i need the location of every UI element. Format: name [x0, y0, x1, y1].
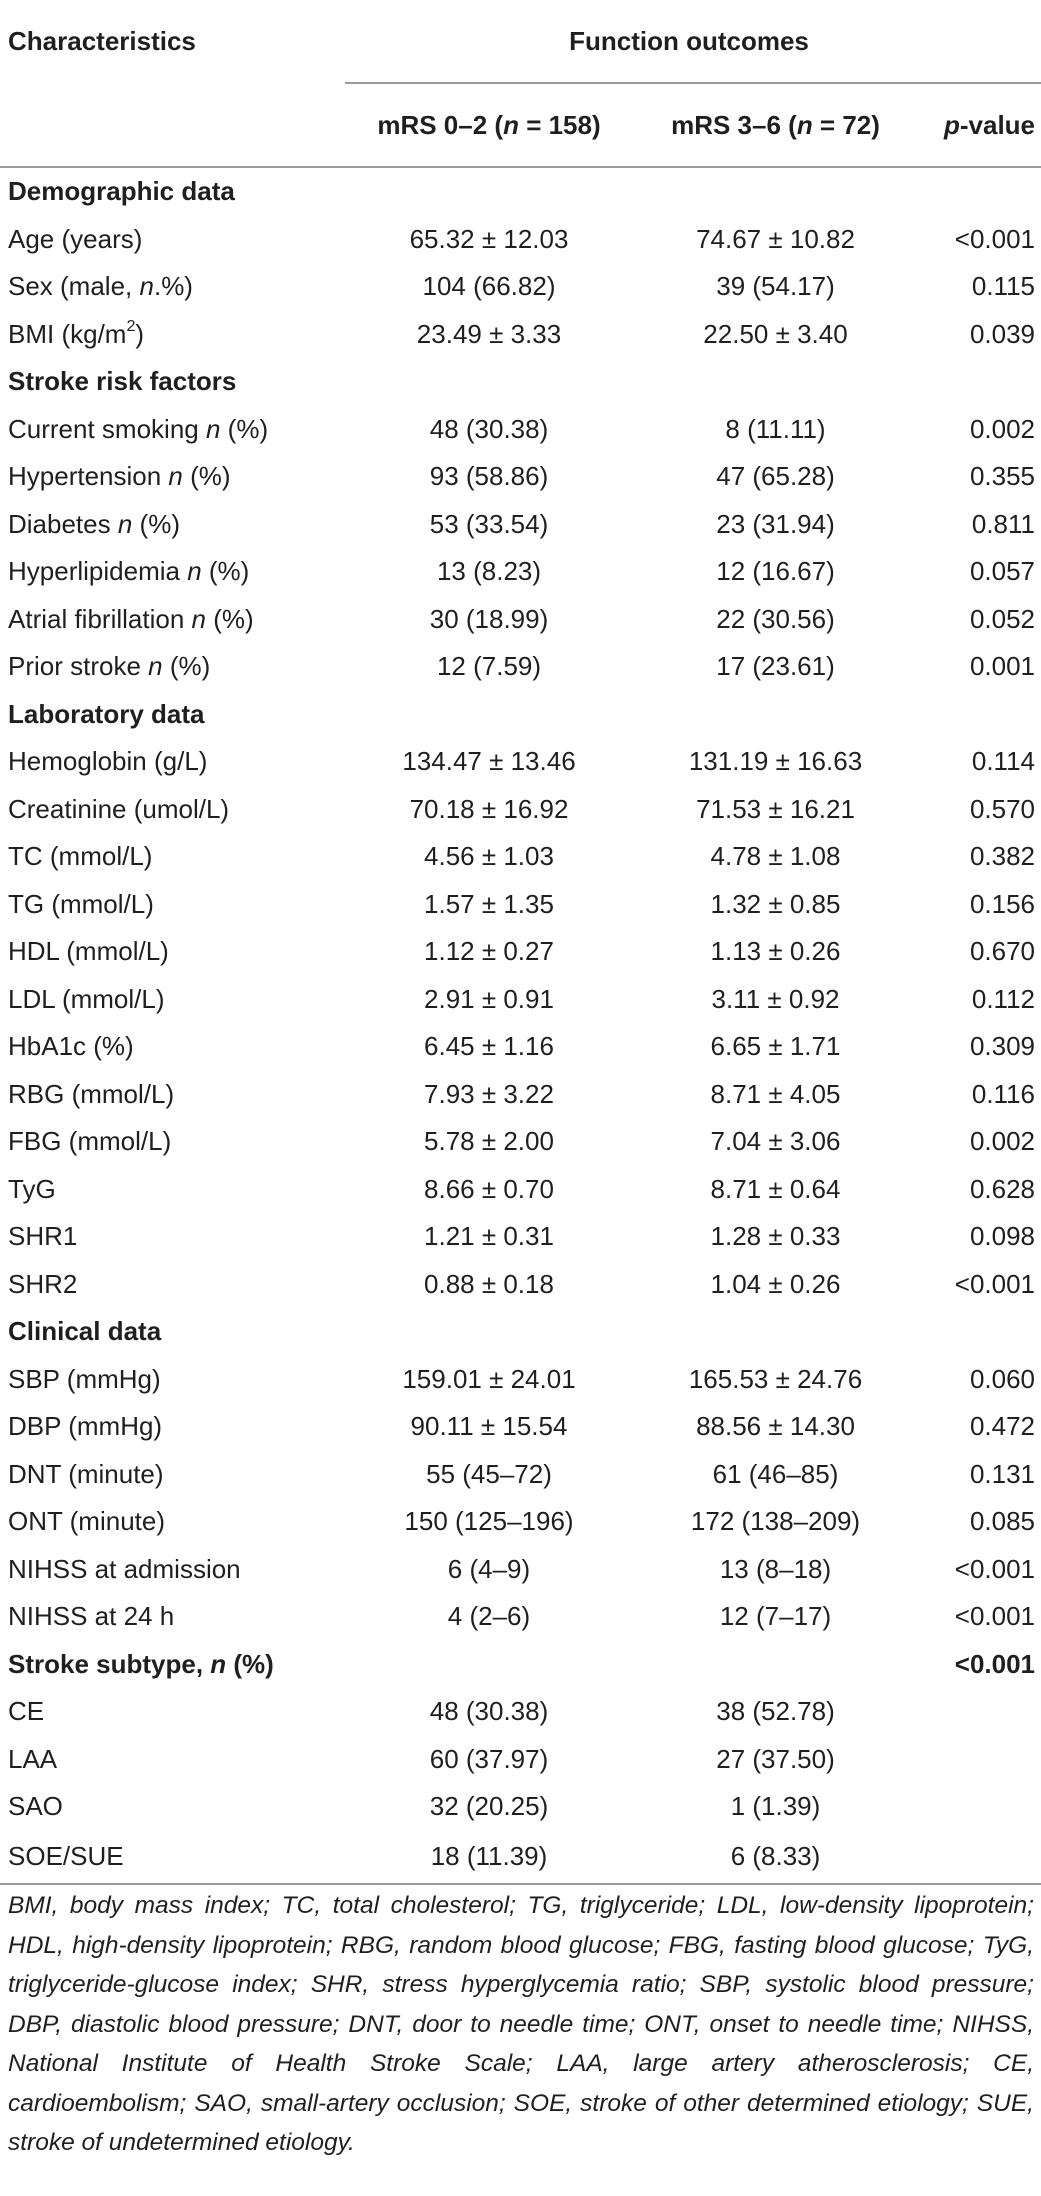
- cell-mrs-poor: 61 (46–85): [712, 1458, 839, 1489]
- cell-p-value: 0.115: [971, 271, 1036, 302]
- cell-p-value: [918, 1831, 1041, 1884]
- table-row: [0, 976, 1041, 1024]
- cell-mrs-poor: 74.67 ± 10.82: [696, 223, 855, 254]
- header-mrs-good: mRS 0–2 (n = 158): [345, 83, 633, 167]
- table-row: [0, 311, 1041, 359]
- cell-mrs-poor: 165.53 ± 24.76: [688, 1363, 863, 1394]
- table-row: [0, 501, 1041, 549]
- header-characteristics: Characteristics: [8, 26, 196, 56]
- cell-p-value: 0.156: [969, 888, 1036, 919]
- cell-mrs-good: 65.32 ± 12.03: [409, 223, 569, 254]
- table-row: [0, 1166, 1041, 1214]
- cell-p-value: 0.002: [969, 1126, 1036, 1157]
- cell-p-value: [918, 1736, 1041, 1784]
- table-row: [0, 928, 1041, 976]
- table-row: [0, 1023, 1041, 1071]
- row-label: NIHSS at admission: [8, 1553, 241, 1584]
- table-row: [0, 1498, 1041, 1546]
- row-label: Hyperlipidemia n (%): [8, 556, 250, 587]
- section-title: Stroke subtype, n (%): [8, 1648, 274, 1679]
- cell-mrs-good: 18 (11.39): [345, 1831, 633, 1884]
- table-row: [0, 786, 1041, 834]
- cell-p-value: 0.085: [969, 1506, 1036, 1537]
- table-row: [0, 1071, 1041, 1119]
- section-title: Demographic data: [8, 176, 235, 207]
- cell-mrs-poor: 23 (31.94): [716, 508, 835, 539]
- cell-p-value: <0.001: [954, 1553, 1036, 1584]
- cell-mrs-poor: 6 (8.33): [633, 1831, 918, 1884]
- row-label: Atrial fibrillation n (%): [8, 603, 254, 634]
- row-label: Current smoking n (%): [8, 413, 269, 444]
- cell-mrs-good: 8.66 ± 0.70: [424, 1173, 554, 1204]
- cell-mrs-poor: 22 (30.56): [716, 603, 835, 634]
- cell-p-value: 0.052: [969, 603, 1036, 634]
- cell-p-value: [918, 1688, 1041, 1736]
- header-p-value: p-value: [918, 83, 1041, 167]
- cell-mrs-good: 6.45 ± 1.16: [424, 1031, 554, 1062]
- cell-mrs-poor: 8.71 ± 4.05: [710, 1078, 841, 1109]
- row-label: NIHSS at 24 h: [8, 1601, 175, 1632]
- cell-p-value: 0.057: [969, 556, 1036, 587]
- cell-mrs-good: 70.18 ± 16.92: [409, 793, 569, 824]
- cell-mrs-poor: 131.19 ± 16.63: [688, 746, 863, 777]
- cell-mrs-good: 0.88 ± 0.18: [424, 1268, 554, 1299]
- cell-mrs-good: 7.93 ± 3.22: [424, 1078, 554, 1109]
- cell-mrs-poor: 39 (54.17): [716, 271, 835, 302]
- row-label: CE: [8, 1696, 45, 1727]
- cell-mrs-poor: 4.78 ± 1.08: [710, 841, 841, 872]
- cell-mrs-poor: 47 (65.28): [716, 461, 835, 492]
- table-row: [0, 596, 1041, 644]
- table-row: [0, 1688, 1041, 1736]
- cell-p-value: 0.382: [969, 841, 1036, 872]
- cell-p-value: <0.001: [954, 223, 1036, 254]
- cell-mrs-poor: 1.32 ± 0.85: [710, 888, 841, 919]
- section-header: [0, 358, 1041, 406]
- cell-mrs-poor: 172 (138–209): [690, 1506, 861, 1537]
- cell-p-value: 0.131: [969, 1458, 1036, 1489]
- row-label: Diabetes n (%): [8, 508, 180, 539]
- table-row: [0, 1451, 1041, 1499]
- cell-mrs-poor: 6.65 ± 1.71: [710, 1031, 841, 1062]
- cell-mrs-poor: 88.56 ± 14.30: [696, 1411, 855, 1442]
- cell-mrs-good: 48 (30.38): [429, 1696, 549, 1727]
- cell-mrs-good: 2.91 ± 0.91: [424, 983, 554, 1014]
- table-row: [0, 453, 1041, 501]
- cell-mrs-poor: 38 (52.78): [716, 1696, 835, 1727]
- cell-p-value: 0.670: [969, 936, 1036, 967]
- cell-mrs-good: 159.01 ± 24.01: [402, 1363, 576, 1394]
- section-header: [0, 1641, 1041, 1689]
- table-row: [0, 263, 1041, 311]
- row-label: Age (years): [8, 223, 143, 254]
- header-blank: [0, 83, 345, 167]
- cell-mrs-good: 90.11 ± 15.54: [410, 1411, 568, 1442]
- row-label: SHR2: [8, 1268, 78, 1299]
- cell-mrs-poor: 1.13 ± 0.26: [710, 936, 841, 967]
- cell-mrs-good: 32 (20.25): [429, 1791, 549, 1822]
- cell-mrs-poor: 27 (37.50): [716, 1743, 835, 1774]
- cell-mrs-poor: 1.04 ± 0.26: [710, 1268, 841, 1299]
- cell-mrs-good: 4.56 ± 1.03: [424, 841, 554, 872]
- table-row: [0, 643, 1041, 691]
- cell-mrs-good: 60 (37.97): [429, 1743, 549, 1774]
- cell-p-value: 0.116: [971, 1078, 1036, 1109]
- cell-mrs-poor: 17 (23.61): [716, 651, 835, 682]
- table-row: [0, 1213, 1041, 1261]
- row-label: LDL (mmol/L): [8, 983, 165, 1014]
- table-row: [0, 548, 1041, 596]
- cell-p-value: <0.001: [954, 1601, 1036, 1632]
- table-row: [0, 1118, 1041, 1166]
- cell-mrs-poor: 3.11 ± 0.92: [711, 983, 840, 1014]
- header-mrs-poor: mRS 3–6 (n = 72): [633, 83, 918, 167]
- cell-p-value: 0.472: [969, 1411, 1036, 1442]
- section-p-value: <0.001: [954, 1648, 1036, 1679]
- cell-mrs-good: 134.47 ± 13.46: [402, 746, 576, 777]
- row-label: TC (mmol/L): [8, 841, 153, 872]
- row-label: Sex (male, n.%): [8, 271, 193, 302]
- row-label: ONT (minute): [8, 1506, 165, 1537]
- row-label: RBG (mmol/L): [8, 1078, 175, 1109]
- cell-p-value: 0.811: [971, 508, 1036, 539]
- cell-mrs-good: 12 (7.59): [436, 651, 542, 682]
- row-label: HbA1c (%): [8, 1031, 134, 1062]
- cell-p-value: 0.355: [969, 461, 1036, 492]
- cell-mrs-poor: 8 (11.11): [725, 413, 826, 444]
- cell-mrs-good: 4 (2–6): [447, 1601, 531, 1632]
- table-row: [0, 1831, 1041, 1884]
- section-title: Laboratory data: [8, 698, 205, 729]
- row-label: TG (mmol/L): [8, 888, 154, 919]
- row-label: SOE/SUE: [0, 1831, 345, 1884]
- row-label: TyG: [8, 1173, 56, 1204]
- row-label: Hemoglobin (g/L): [8, 746, 208, 777]
- table-row: [0, 1403, 1041, 1451]
- cell-mrs-poor: 22.50 ± 3.40: [703, 318, 848, 349]
- row-label: Prior stroke n (%): [8, 651, 211, 682]
- cell-p-value: 0.570: [969, 793, 1036, 824]
- table-row: [0, 1593, 1041, 1641]
- table-row: [0, 1546, 1041, 1594]
- table-row: [0, 1356, 1041, 1404]
- cell-mrs-poor: 13 (8–18): [719, 1553, 832, 1584]
- row-label: HDL (mmol/L): [8, 936, 169, 967]
- cell-mrs-good: 1.21 ± 0.31: [424, 1221, 554, 1252]
- cell-p-value: 0.001: [969, 651, 1036, 682]
- row-label: DNT (minute): [8, 1458, 164, 1489]
- row-label: SHR1: [8, 1221, 78, 1252]
- cell-mrs-poor: 8.71 ± 0.64: [710, 1173, 841, 1204]
- cell-mrs-good: 93 (58.86): [429, 461, 549, 492]
- cell-p-value: <0.001: [954, 1268, 1036, 1299]
- table-row: [0, 833, 1041, 881]
- row-label: SAO: [8, 1791, 63, 1822]
- cell-mrs-good: 150 (125–196): [404, 1506, 574, 1537]
- cell-p-value: 0.002: [969, 413, 1036, 444]
- section-title: Stroke risk factors: [8, 366, 237, 397]
- cell-mrs-good: 55 (45–72): [426, 1458, 552, 1489]
- cell-p-value: 0.309: [969, 1031, 1036, 1062]
- section-header: [0, 1308, 1041, 1356]
- cell-mrs-good: 48 (30.38): [429, 413, 549, 444]
- row-label: FBG (mmol/L): [8, 1126, 172, 1157]
- cell-p-value: 0.114: [971, 746, 1036, 777]
- table-row: [0, 881, 1041, 929]
- cell-p-value: 0.039: [969, 318, 1036, 349]
- cell-mrs-poor: 71.53 ± 16.21: [696, 793, 855, 824]
- section-header: [0, 167, 1041, 216]
- table-row: [0, 1261, 1041, 1309]
- cell-mrs-poor: 1 (1.39): [730, 1791, 821, 1822]
- row-label: SBP (mmHg): [8, 1363, 161, 1394]
- cell-mrs-good: 6 (4–9): [447, 1553, 531, 1584]
- row-label: Hypertension n (%): [8, 461, 231, 492]
- cell-mrs-poor: 12 (16.67): [716, 556, 835, 587]
- cell-mrs-good: 23.49 ± 3.33: [416, 318, 562, 349]
- row-label: BMI $(kg/m^2)$: [8, 317, 145, 349]
- cell-mrs-poor: 12 (7–17): [719, 1601, 832, 1632]
- cell-p-value: [918, 1783, 1041, 1831]
- cell-p-value: 0.098: [969, 1221, 1036, 1252]
- cell-mrs-good: 53 (33.54): [429, 508, 549, 539]
- cell-mrs-poor: 1.28 ± 0.33: [710, 1221, 841, 1252]
- table-row: [0, 738, 1041, 786]
- cell-p-value: 0.112: [971, 983, 1036, 1014]
- cell-mrs-good: 1.57 ± 1.35: [424, 888, 554, 919]
- cell-mrs-poor: 7.04 ± 3.06: [710, 1126, 841, 1157]
- cell-p-value: 0.628: [969, 1173, 1036, 1204]
- cell-mrs-good: 5.78 ± 2.00: [424, 1126, 554, 1157]
- cell-mrs-good: 13 (8.23): [436, 556, 542, 587]
- row-label: Creatinine (umol/L): [8, 793, 230, 824]
- table-row: [0, 1783, 1041, 1831]
- cell-p-value: 0.060: [969, 1363, 1036, 1394]
- table-row: [0, 406, 1041, 454]
- cell-mrs-good: 30 (18.99): [429, 603, 549, 634]
- cell-mrs-good: 104 (66.82): [422, 271, 556, 302]
- table-body: [0, 167, 1041, 1884]
- row-label: DBP (mmHg): [8, 1411, 163, 1442]
- section-header: [0, 691, 1041, 739]
- cell-mrs-good: 1.12 ± 0.27: [424, 936, 554, 967]
- table-footnote: BMI, body mass index; TC, total cholesterol; TG, triglyceride; LDL, low-density lipoprotein; HDL, high-density lipoprotein; RBG, random blood glucose; FBG, fasting blood glucose; TyG, triglyceride-glucose index; SHR, stress hyperglycemia ratio; SBP, systolic blood pressure; DBP, diastolic blood pressure; DNT, door to needle time; ONT, onset to needle time; NIHSS, National Institute of Health Stroke Scale; LAA, large artery atherosclerosis; CE, cardioembolism; SAO, small-artery occlusion; SOE, stroke of other determined etiology; SUE, stroke of undetermined etiology.: [8, 1892, 1034, 2156]
- table-row: [0, 216, 1041, 264]
- table-row: [0, 1736, 1041, 1784]
- section-title: Clinical data: [8, 1316, 162, 1347]
- row-label: LAA: [8, 1743, 58, 1774]
- header-function-outcomes: Function outcomes: [345, 0, 1041, 83]
